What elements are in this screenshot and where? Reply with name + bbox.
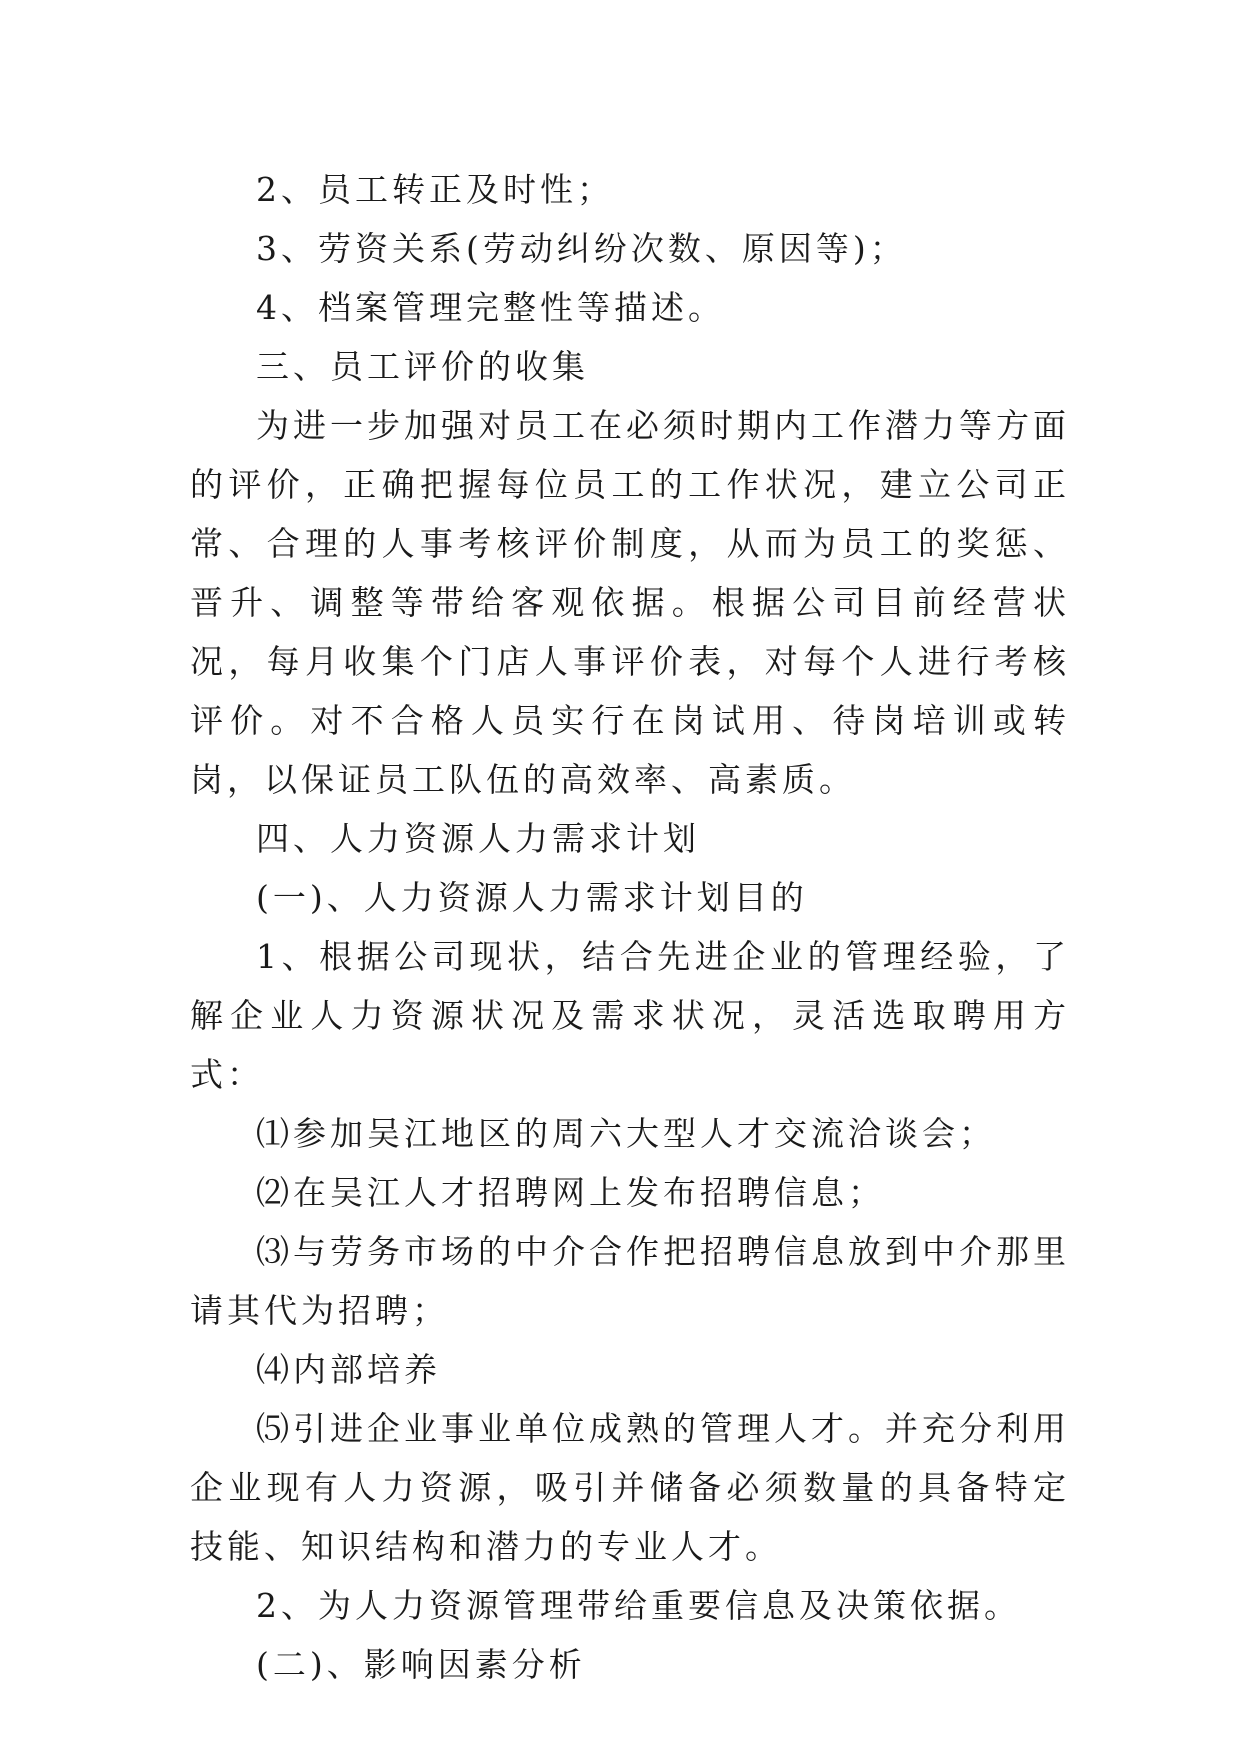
- document-body: [190, 160, 1070, 1694]
- subsection-heading-2: (二)、影响因素分析: [256, 1645, 586, 1684]
- section-heading-3: 三、员工评价的收集: [256, 347, 589, 386]
- list-item-1: ⑴参加吴江地区的周六大型人才交流洽谈会；: [256, 1114, 996, 1153]
- paragraph-evaluation: 为进一步加强对员工在必须时期内工作潜力等方面的评价，正确把握每位员工的工作状况，建立公司正常、合理的人事考核评价制度，从而为员工的奖惩、晋升、调整等带给客观依据。根据公司目前经营状况，每月收集个门店人事评价表，对每个人进行考核评价。对不合格人员实行在岗试用、待岗培训或转岗，以保证员工队伍的高效率、高素质。: [190, 406, 1070, 799]
- list-item-2: ⑵在吴江人才招聘网上发布招聘信息；: [256, 1173, 885, 1212]
- list-item-3: ⑶与劳务市场的中介合作把招聘信息放到中介那里请其代为招聘；: [190, 1232, 1070, 1330]
- paragraph-purpose-1: 1、根据公司现状，结合先进企业的管理经验，了解企业人力资源状况及需求状况，灵活选取聘用方式：: [190, 937, 1070, 1094]
- paragraph-item-3: 3、劳资关系(劳动纠纷次数、原因等)；: [256, 229, 907, 268]
- section-heading-4: 四、人力资源人力需求计划: [256, 819, 700, 858]
- paragraph-purpose-2: 2、为人力资源管理带给重要信息及决策依据。: [256, 1586, 1021, 1625]
- paragraph-item-2: 2、员工转正及时性；: [256, 170, 614, 209]
- list-item-5: ⑸引进企业事业单位成熟的管理人才。并充分利用企业现有人力资源，吸引并储备必须数量的具备特定技能、知识结构和潜力的专业人才。: [190, 1409, 1070, 1566]
- paragraph-item-4: 4、档案管理完整性等描述。: [256, 288, 725, 327]
- list-item-4: ⑷内部培养: [256, 1350, 441, 1389]
- subsection-heading-1: (一)、人力资源人力需求计划目的: [256, 878, 808, 917]
